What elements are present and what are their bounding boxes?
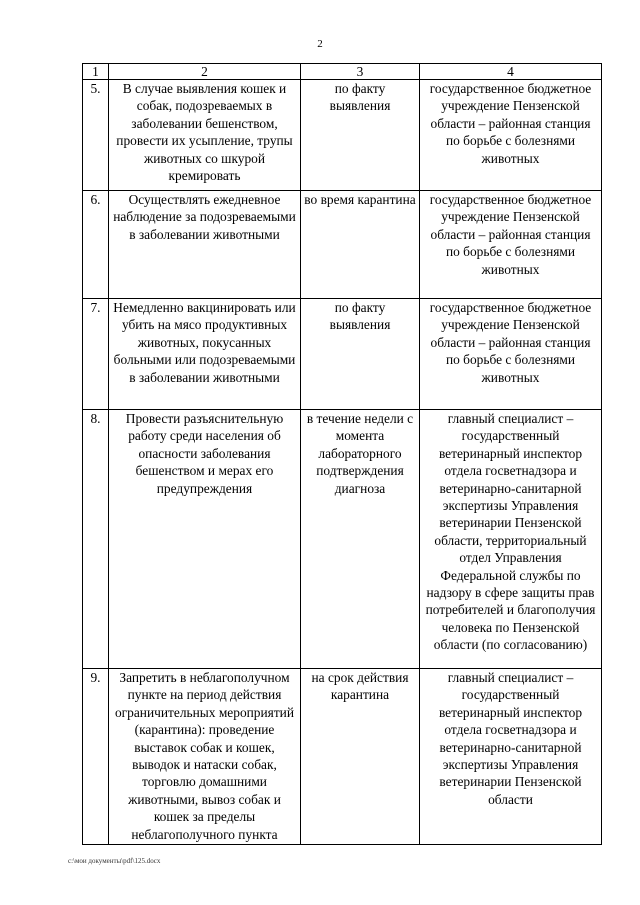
action-cell: Осуществлять ежедневное наблюдение за подозреваемыми в заболевании животными bbox=[109, 191, 301, 299]
responsible-cell: государственное бюджетное учреждение Пензенской области – районная станция по борьбе с болезнями животных bbox=[420, 80, 602, 191]
action-cell: Провести разъяснительную работу среди населения об опасности заболевания бешенством и мерах его предупреждения bbox=[109, 410, 301, 669]
row-number: 6. bbox=[83, 191, 109, 299]
action-cell: Запретить в неблагополучном пункте на период действия ограничительных мероприятий (карантина): проведение выставок собак и кошек, выводок и натаски собак, торговлю домашними животными, вывоз собак и кошек за пределы неблагополучного пункта bbox=[109, 669, 301, 845]
row-number: 7. bbox=[83, 299, 109, 410]
table-row bbox=[83, 191, 602, 299]
responsible-cell: государственное бюджетное учреждение Пензенской области – районная станция по борьбе с болезнями животных bbox=[420, 299, 602, 410]
header-cell: 1 bbox=[83, 64, 109, 80]
term-cell: по факту выявления bbox=[301, 80, 420, 191]
action-cell: В случае выявления кошек и собак, подозреваемых в заболевании бешенством, провести их усыпление, трупы животных со шкурой кремировать bbox=[109, 80, 301, 191]
file-path-footer: c:\мои документы\pdf\125.docx bbox=[68, 857, 161, 865]
row-number: 8. bbox=[83, 410, 109, 669]
header-cell: 2 bbox=[109, 64, 301, 80]
page-number: 2 bbox=[317, 38, 323, 50]
table-row bbox=[83, 410, 602, 669]
table-header-row bbox=[83, 64, 602, 80]
responsible-cell: государственное бюджетное учреждение Пензенской области – районная станция по борьбе с болезнями животных bbox=[420, 191, 602, 299]
term-cell: в течение недели с момента лабораторного подтверждения диагноза bbox=[301, 410, 420, 669]
table-row bbox=[83, 80, 602, 191]
table-row bbox=[83, 299, 602, 410]
measures-table bbox=[82, 63, 602, 845]
responsible-cell: главный специалист – государственный ветеринарный инспектор отдела госветнадзора и ветеринарно-санитарной экспертизы Управления ветеринарии Пензенской области, территориальный отдел Управления Федеральной службы по надзору в сфере защиты прав потребителей и благополучия человека по Пензенской области (по согласованию) bbox=[420, 410, 602, 669]
term-cell: на срок действия карантина bbox=[301, 669, 420, 845]
table-row bbox=[83, 669, 602, 845]
term-cell: по факту выявления bbox=[301, 299, 420, 410]
term-cell: во время карантина bbox=[301, 191, 420, 299]
row-number: 5. bbox=[83, 80, 109, 191]
header-cell: 3 bbox=[301, 64, 420, 80]
header-cell: 4 bbox=[420, 64, 602, 80]
action-cell: Немедленно вакцинировать или убить на мясо продуктивных животных, покусанных больными или подозреваемыми в заболевании животными bbox=[109, 299, 301, 410]
responsible-cell: главный специалист – государственный ветеринарный инспектор отдела госветнадзора и ветеринарно-санитарной экспертизы Управления ветеринарии Пензенской области bbox=[420, 669, 602, 845]
row-number: 9. bbox=[83, 669, 109, 845]
